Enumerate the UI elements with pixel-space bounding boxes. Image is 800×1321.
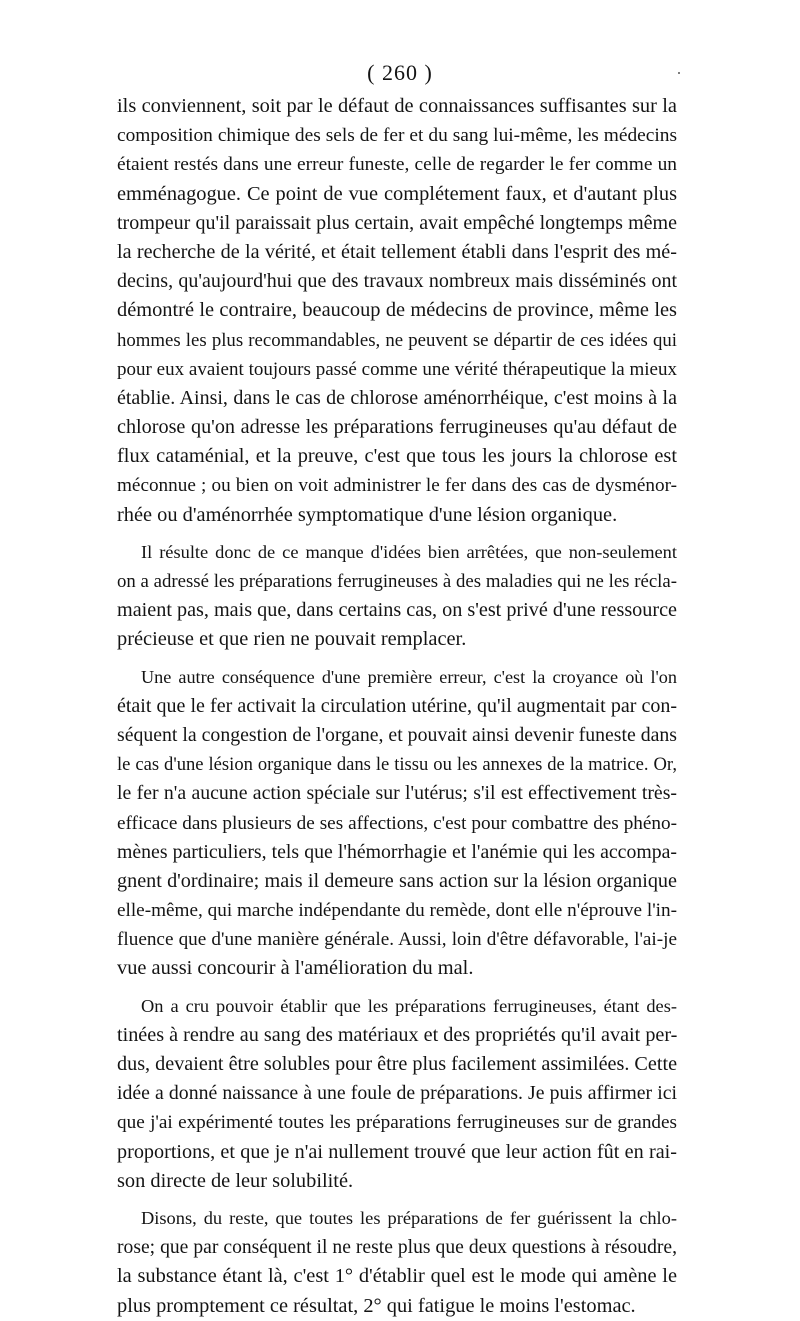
paragraph [117, 92, 677, 530]
text-line: le cas d'une lésion organique dans le tissu ou les annexes de la matrice. Or, [117, 754, 677, 776]
text-line: méconnue ; ou bien on voit administrer le fer dans des cas de dysménor- [117, 475, 677, 497]
text-line: plus promptement ce résultat, 2° qui fatigue le moins l'estomac. [117, 1294, 636, 1317]
page-body-text [117, 92, 677, 1321]
text-line: decins, qu'aujourd'hui que des travaux nombreux mais disséminés ont [117, 270, 677, 293]
text-line: emménagogue. Ce point de vue complétement faux, et d'autant plus [117, 182, 677, 205]
text-line: maient pas, mais que, dans certains cas, on s'est privé d'une ressource [117, 599, 678, 622]
text-line: fluence que d'une manière générale. Aussi, loin d'être défavorable, l'ai-je [117, 929, 677, 951]
text-line: proportions, et que je n'ai nullement trouvé que leur action fût en rai- [117, 1140, 677, 1163]
text-line: elle-même, qui marche indépendante du remède, dont elle n'éprouve l'in- [117, 900, 677, 922]
text-line: la recherche de la vérité, et était tellement établi dans l'esprit des mé- [117, 240, 677, 263]
text-line: composition chimique des sels de fer et du sang lui-même, les médecins [117, 125, 677, 147]
text-line: était que le fer activait la circulation utérine, qu'il augmentait par con- [117, 694, 677, 717]
text-line: son directe de leur solubilité. [117, 1169, 354, 1192]
paragraph [117, 663, 677, 984]
page-number: ( 260 ) [367, 60, 433, 85]
text-line: On a cru pouvoir établir que les préparations ferrugineuses, étant des- [141, 995, 677, 1016]
text-line: la substance étant là, c'est 1° d'établir quel est le mode qui amène le [117, 1265, 677, 1288]
text-line: Il résulte donc de ce manque d'idées bien arrêtées, que non-seulement [141, 541, 677, 562]
text-line: démontré le contraire, beaucoup de médecins de province, même les [117, 299, 677, 322]
text-line: rose; que par conséquent il ne reste plus que deux questions à résoudre, [117, 1237, 677, 1259]
text-line: gnent d'ordinaire; mais il demeure sans action sur la lésion organique [117, 869, 677, 892]
text-line: pour eux avaient toujours passé comme une vérité thérapeutique la mieux [117, 358, 677, 380]
text-line: on a adressé les préparations ferrugineuses à des maladies qui ne les récla- [117, 571, 677, 592]
text-line: Disons, du reste, que toutes les préparations de fer guérissent la chlo- [141, 1207, 677, 1228]
text-line: le fer n'a aucune action spéciale sur l'utérus; s'il est effectivement très- [117, 782, 677, 805]
text-line: dus, devaient être solubles pour être plus facilement assimilées. Cette [117, 1053, 678, 1075]
text-line: que j'ai expérimenté toutes les préparations ferrugineuses sur de grandes [117, 1112, 677, 1134]
text-line: précieuse et que rien ne pouvait remplacer. [117, 628, 467, 651]
paragraph [117, 538, 677, 655]
text-line: étaient restés dans une erreur funeste, celle de regarder le fer comme un [117, 154, 677, 176]
text-line: rhée ou d'aménorrhée symptomatique d'une lésion organique. [117, 503, 618, 526]
text-line: idée a donné naissance à une foule de préparations. Je puis affirmer ici [117, 1082, 677, 1105]
text-line: mènes particuliers, tels que l'hémorrhagie et l'anémie qui les accompa- [117, 840, 677, 863]
text-line: tinées à rendre au sang des matériaux et des propriétés qu'il avait per- [117, 1023, 678, 1046]
text-line: trompeur qu'il paraissait plus certain, avait empêché longtemps même [117, 211, 677, 234]
text-line: ils conviennent, soit par le défaut de connaissances suffisantes sur la [117, 95, 677, 117]
text-line: chlorose qu'on adresse les préparations ferrugineuses qu'au défaut de [117, 416, 677, 439]
text-line: Une autre conséquence d'une première erreur, c'est la croyance où l'on [141, 666, 677, 687]
text-line: hommes les plus recommandables, ne peuvent se départir de ces idées qui [117, 329, 677, 351]
text-line: séquent la congestion de l'organe, et pouvait ainsi devenir funeste dans [117, 723, 677, 746]
text-line: vue aussi concourir à l'amélioration du mal. [117, 957, 474, 980]
text-line: efficace dans plusieurs de ses affections, c'est pour combattre des phéno- [117, 812, 677, 834]
paragraph [117, 992, 677, 1196]
paragraph [117, 1204, 677, 1321]
text-line: établie. Ainsi, dans le cas de chlorose aménorrhéique, c'est moins à la [117, 386, 677, 409]
print-speck [678, 72, 680, 74]
text-line: flux cataménial, et la preuve, c'est que tous les jours la chlorose est [117, 445, 677, 468]
